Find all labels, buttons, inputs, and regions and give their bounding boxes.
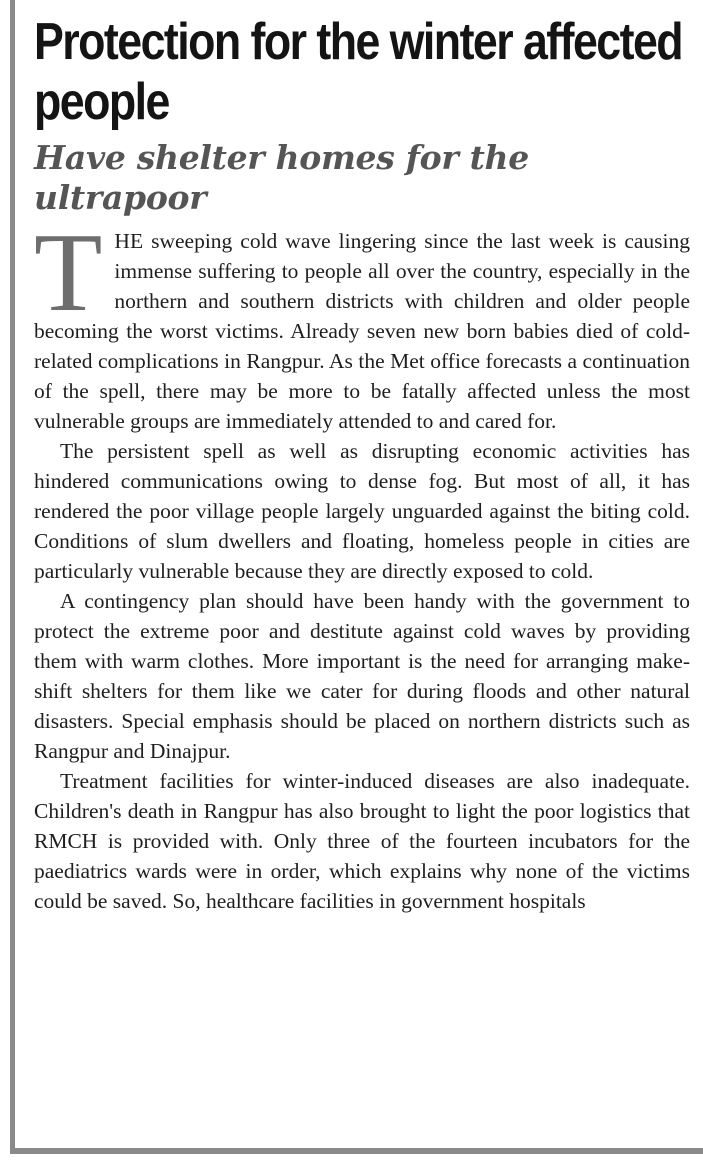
paragraph-3: A contingency plan should have been handy with the government to protect the extreme poor and destitute against cold waves by providing them with warm clothes. More important is the need for arranging make-shift shelters for them like we cater for during floods and other natural disasters. Special emphasis should be placed on northern districts such as Rangpur and Dinajpur.	[34, 589, 690, 763]
article-body	[34, 211, 690, 916]
subheadline: Have shelter homes for the ultrapoor	[34, 138, 529, 217]
drop-cap: T	[34, 211, 103, 335]
bottom-border-rule	[10, 1148, 703, 1154]
paragraph-2: The persistent spell as well as disrupting economic activities has hindered communications owing to dense fog. But most of all, it has rendered the poor village people largely unguarded against the biting cold. Conditions of slum dwellers and floating, homeless people in cities are particularly vulnerable because they are directly exposed to cold.	[34, 439, 690, 583]
paragraph-4: Treatment facilities for winter-induced diseases are also inadequate. Children's death in Rangpur has also brought to light the poor logistics that RMCH is provided with. Only three of the fourteen incubators for the paediatrics wards were in order, which explains why none of the victims could be saved. So, healthcare facilities in government hospitals	[34, 769, 690, 913]
paragraph-1	[34, 211, 690, 436]
left-border-rule	[10, 0, 15, 1150]
headline: Protection for the winter affected people	[34, 13, 683, 131]
paragraph-1-text: HE sweeping cold wave lingering since the last week is causing immense suffering to people all over the country, especially in the northern and southern districts with children and older people becoming the worst victims. Already seven new born babies died of cold-related complications in Rangpur. As the Met office forecasts a continuation of the spell, there may be more to be fatally affected unless the most vulnerable groups are immediately attended to and cared for.	[34, 229, 690, 433]
editorial-article	[34, 12, 690, 916]
